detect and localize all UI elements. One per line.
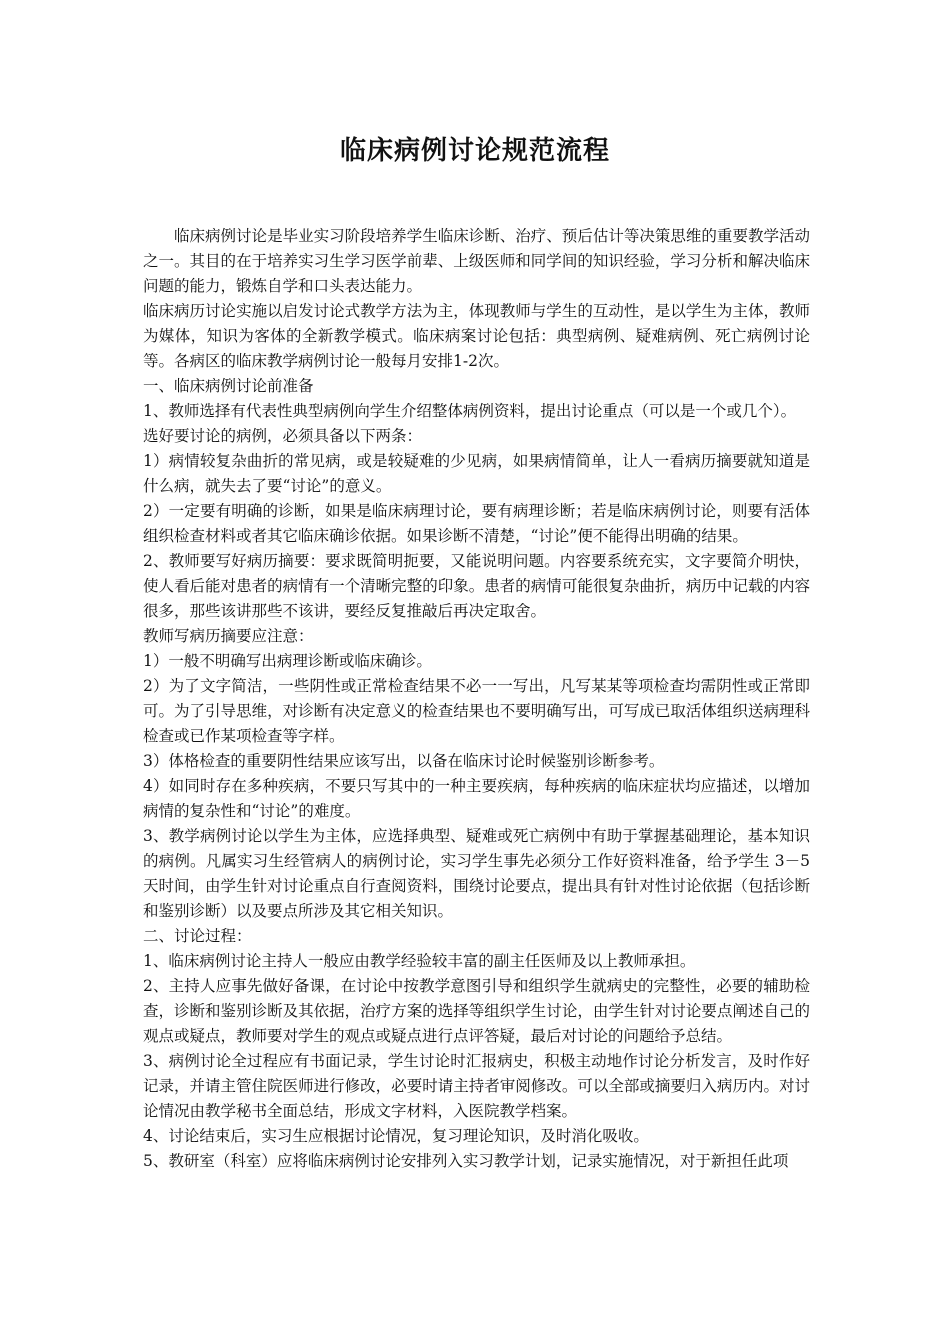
paragraph-case-criterion-1: 1）病情较复杂曲折的常见病，或是较疑难的少见病，如果病情简单，让人一看病历摘要就知道是什么病，就失去了要“讨论”的意义。	[143, 452, 810, 495]
paragraph-intro: 临床病例讨论是毕业实习阶段培养学生临床诊断、治疗、预后估计等决策思维的重要教学活动之一。其目的在于培养实习生学习医学前辈、上级医师和同学间的知识经验，学习分析和解决临床问题的能力，锻炼自学和口头表达能力。	[143, 227, 810, 295]
section-heading-preparation: 一、临床病例讨论前准备	[143, 377, 314, 395]
paragraph-teaching-mode: 临床病历讨论实施以启发讨论式教学方法为主，体现教师与学生的互动性，是以学生为主体，教师为媒体，知识为客体的全新教学模式。临床病案讨论包括：典型病例、疑难病例、死亡病例讨论等。各病区的临床教学病例讨论一般每月安排1-2次。	[143, 302, 810, 370]
paragraph-prep-2: 2、教师要写好病历摘要：要求既简明扼要，又能说明问题。内容要系统充实，文字要简介明快，使人看后能对患者的病情有一个清晰完整的印象。患者的病情可能很复杂曲折，病历中记载的内容很多，那些该讲那些不该讲，要经反复推敲后再决定取舍。	[143, 552, 810, 620]
paragraph-process-1: 1、临床病例讨论主持人一般应由教学经验较丰富的副主任医师及以上教师承担。	[143, 952, 696, 970]
paragraph-process-3: 3、病例讨论全过程应有书面记录，学生讨论时汇报病史，积极主动地作讨论分析发言，及时作好记录，并请主管住院医师进行修改，必要时请主持者审阅修改。可以全部或摘要归入病历内。对讨论情况由教学秘书全面总结，形成文字材料，入医院教学档案。	[143, 1052, 810, 1120]
paragraph-summary-notes: 教师写病历摘要应注意：	[143, 627, 314, 645]
document-body	[143, 224, 810, 1174]
paragraph-process-4: 4、讨论结束后，实习生应根据讨论情况，复习理论知识，及时消化吸收。	[143, 1127, 649, 1145]
paragraph-process-5: 5、教研室（科室）应将临床病例讨论安排列入实习教学计划，记录实施情况，对于新担任此项	[143, 1152, 789, 1170]
paragraph-case-selection: 选好要讨论的病例，必须具备以下两条：	[143, 427, 423, 445]
paragraph-prep-1: 1、教师选择有代表性典型病例向学生介绍整体病例资料，提出讨论重点（可以是一个或几个）。	[143, 402, 797, 420]
paragraph-note-3: 3）体格检查的重要阴性结果应该写出，以备在临床讨论时候鉴别诊断参考。	[143, 752, 665, 770]
paragraph-case-criterion-2: 2）一定要有明确的诊断，如果是临床病理讨论，要有病理诊断；若是临床病例讨论，则要有活体组织检查材料或者其它临床确诊依据。如果诊断不清楚，“讨论”便不能得出明确的结果。	[143, 502, 810, 545]
paragraph-process-2: 2、主持人应事先做好备课，在讨论中按教学意图引导和组织学生就病史的完整性，必要的辅助检查，诊断和鉴别诊断及其依据，治疗方案的选择等组织学生讨论，由学生针对讨论要点阐述自己的观点或疑点，教师要对学生的观点或疑点进行点评答疑，最后对讨论的问题给予总结。	[143, 977, 810, 1045]
paragraph-note-1: 1）一般不明确写出病理诊断或临床确诊。	[143, 652, 432, 670]
paragraph-prep-3: 3、教学病例讨论以学生为主体，应选择典型、疑难或死亡病例中有助于掌握基础理论，基本知识的病例。凡属实习生经管病人的病例讨论，实习学生事先必须分工作好资料准备，给予学生 3－5 天时间，由学生针对讨论重点自行查阅资料，围绕讨论要点，提出具有针对性讨论依据（包括诊断和鉴别诊断）以及要点所涉及其它相关知识。	[143, 827, 810, 920]
paragraph-note-2: 2）为了文字简洁，一些阴性或正常检查结果不必一一写出，凡写某某等项检查均需阴性或正常即可。为了引导思维，对诊断有决定意义的检查结果也不要明确写出，可写成已取活体组织送病理科检查或已作某项检查等字样。	[143, 677, 810, 745]
document-title: 临床病例讨论规范流程	[339, 136, 610, 166]
section-heading-process: 二、讨论过程：	[143, 927, 252, 945]
paragraph-note-4: 4）如同时存在多种疾病，不要只写其中的一种主要疾病，每种疾病的临床症状均应描述，以增加病情的复杂性和“讨论”的难度。	[143, 777, 810, 820]
